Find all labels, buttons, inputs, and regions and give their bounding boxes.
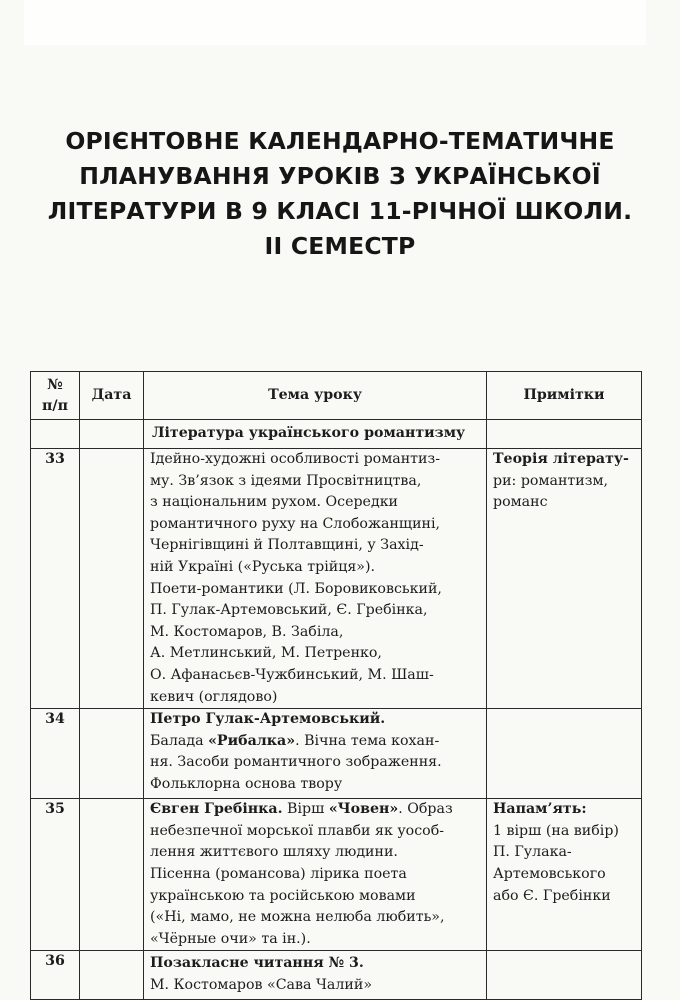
section-date-cell xyxy=(80,420,144,449)
section-row xyxy=(31,420,642,449)
header-date: Дата xyxy=(80,372,144,420)
topic-line xyxy=(150,731,480,753)
lesson-notes xyxy=(487,799,642,951)
header-number-label: п/п xyxy=(42,397,68,414)
topic-text: Вірш xyxy=(282,801,329,818)
topic-line: ня. Засоби романтичного зображення. xyxy=(150,754,442,771)
notes-line: ри: романтизм, xyxy=(493,472,608,489)
lesson-date xyxy=(80,709,144,799)
topic-text: Балада xyxy=(150,732,209,749)
lesson-date xyxy=(80,449,144,709)
table-header-row xyxy=(31,372,642,420)
table-row xyxy=(31,709,642,799)
topic-text: . Вічна тема кохан- xyxy=(295,732,440,749)
lesson-topic xyxy=(144,449,487,709)
topic-line: «Чёрные очи» та ін.). xyxy=(150,930,311,947)
topic-line: М. Костомаров, В. Забіла, xyxy=(150,623,344,640)
notes-line: П. Гулака- xyxy=(493,844,572,861)
topic-line: Поети-романтики (Л. Боровиковський, xyxy=(150,580,442,597)
topic-text: . Образ xyxy=(398,801,453,818)
page-title xyxy=(0,124,680,264)
work-title: «Рибалка» xyxy=(208,732,296,749)
section-title: Література українського романтизму xyxy=(144,420,487,449)
lesson-number: 35 xyxy=(31,799,80,951)
notes-heading: Напам’ять: xyxy=(493,801,587,818)
top-page-band xyxy=(24,0,646,45)
title-line-2: ПЛАНУВАННЯ УРОКІВ З УКРАЇНСЬКОЇ xyxy=(79,162,601,190)
notes-line: або Є. Гребінки xyxy=(493,887,611,904)
lesson-notes xyxy=(487,951,642,1000)
lesson-number: 36 xyxy=(31,951,80,1000)
topic-line: Ідейно-художні особливості романтиз- xyxy=(150,451,440,467)
lesson-date xyxy=(80,951,144,1000)
notes-heading: Теорія літерату- xyxy=(493,451,629,467)
lesson-date xyxy=(80,799,144,951)
topic-line: А. Метлинський, М. Петренко, xyxy=(150,645,382,662)
title-line-3: ЛІТЕРАТУРИ В 9 КЛАСІ 11-РІЧНОЇ ШКОЛИ. xyxy=(47,197,633,225)
notes-line: романс xyxy=(493,494,548,511)
lesson-plan-table xyxy=(30,371,642,1000)
topic-line: Пісенна (романсова) лірика поета xyxy=(150,865,407,882)
title-line-1: ОРІЄНТОВНЕ КАЛЕНДАРНО-ТЕМАТИЧНЕ xyxy=(65,127,615,155)
section-num-cell xyxy=(31,420,80,449)
lesson-topic xyxy=(144,709,487,799)
table-row xyxy=(31,449,642,709)
header-number xyxy=(31,372,80,420)
topic-line: небезпечної морської плавби як уособ- xyxy=(150,822,445,839)
topic-line: ній Україні («Руська трійця»). xyxy=(150,558,375,575)
topic-line: романтичного руху на Слобожанщині, xyxy=(150,515,441,532)
header-number-sign: № xyxy=(47,376,63,393)
topic-line: Фольклорна основа твору xyxy=(150,775,343,792)
table-row xyxy=(31,799,642,951)
lesson-number: 34 xyxy=(31,709,80,799)
lesson-notes xyxy=(487,709,642,799)
work-title: «Човен» xyxy=(328,801,399,818)
topic-line: му. Зв’язок з ідеями Просвітництва, xyxy=(150,472,422,489)
topic-author: Євген Гребінка. xyxy=(150,801,283,818)
topic-line: М. Костомаров «Сава Чалий» xyxy=(150,976,372,993)
table-row xyxy=(31,951,642,1000)
topic-line: О. Афанасьєв-Чужбинський, М. Шаш- xyxy=(150,666,434,683)
lesson-number: 33 xyxy=(31,449,80,709)
topic-line: лення життєвого шляху людини. xyxy=(150,844,398,861)
topic-line: з національним рухом. Осередки xyxy=(150,494,399,511)
notes-line: 1 вірш (на вибір) xyxy=(493,822,619,839)
section-notes-cell xyxy=(487,420,642,449)
topic-line: Чернігівщині й Полтавщині, у Захід- xyxy=(150,537,424,554)
header-topic: Тема уроку xyxy=(144,372,487,420)
topic-line: П. Гулак-Артемовський, Є. Гребінка, xyxy=(150,602,428,619)
lesson-topic xyxy=(144,951,487,1000)
topic-line xyxy=(150,799,480,821)
notes-line: Артемовського xyxy=(493,865,606,882)
topic-heading: Позакласне читання № 3. xyxy=(150,955,364,972)
topic-line: кевич (оглядово) xyxy=(150,688,278,705)
topic-author: Петро Гулак-Артемовський. xyxy=(150,711,386,728)
lesson-notes xyxy=(487,449,642,709)
topic-line: («Ні, мамо, не можна нелюба любить», xyxy=(150,909,445,926)
lesson-topic xyxy=(144,799,487,951)
title-line-4: ІІ СЕМЕСТР xyxy=(264,232,416,260)
topic-line: українською та російською мовами xyxy=(150,887,416,904)
header-notes: Примітки xyxy=(487,372,642,420)
